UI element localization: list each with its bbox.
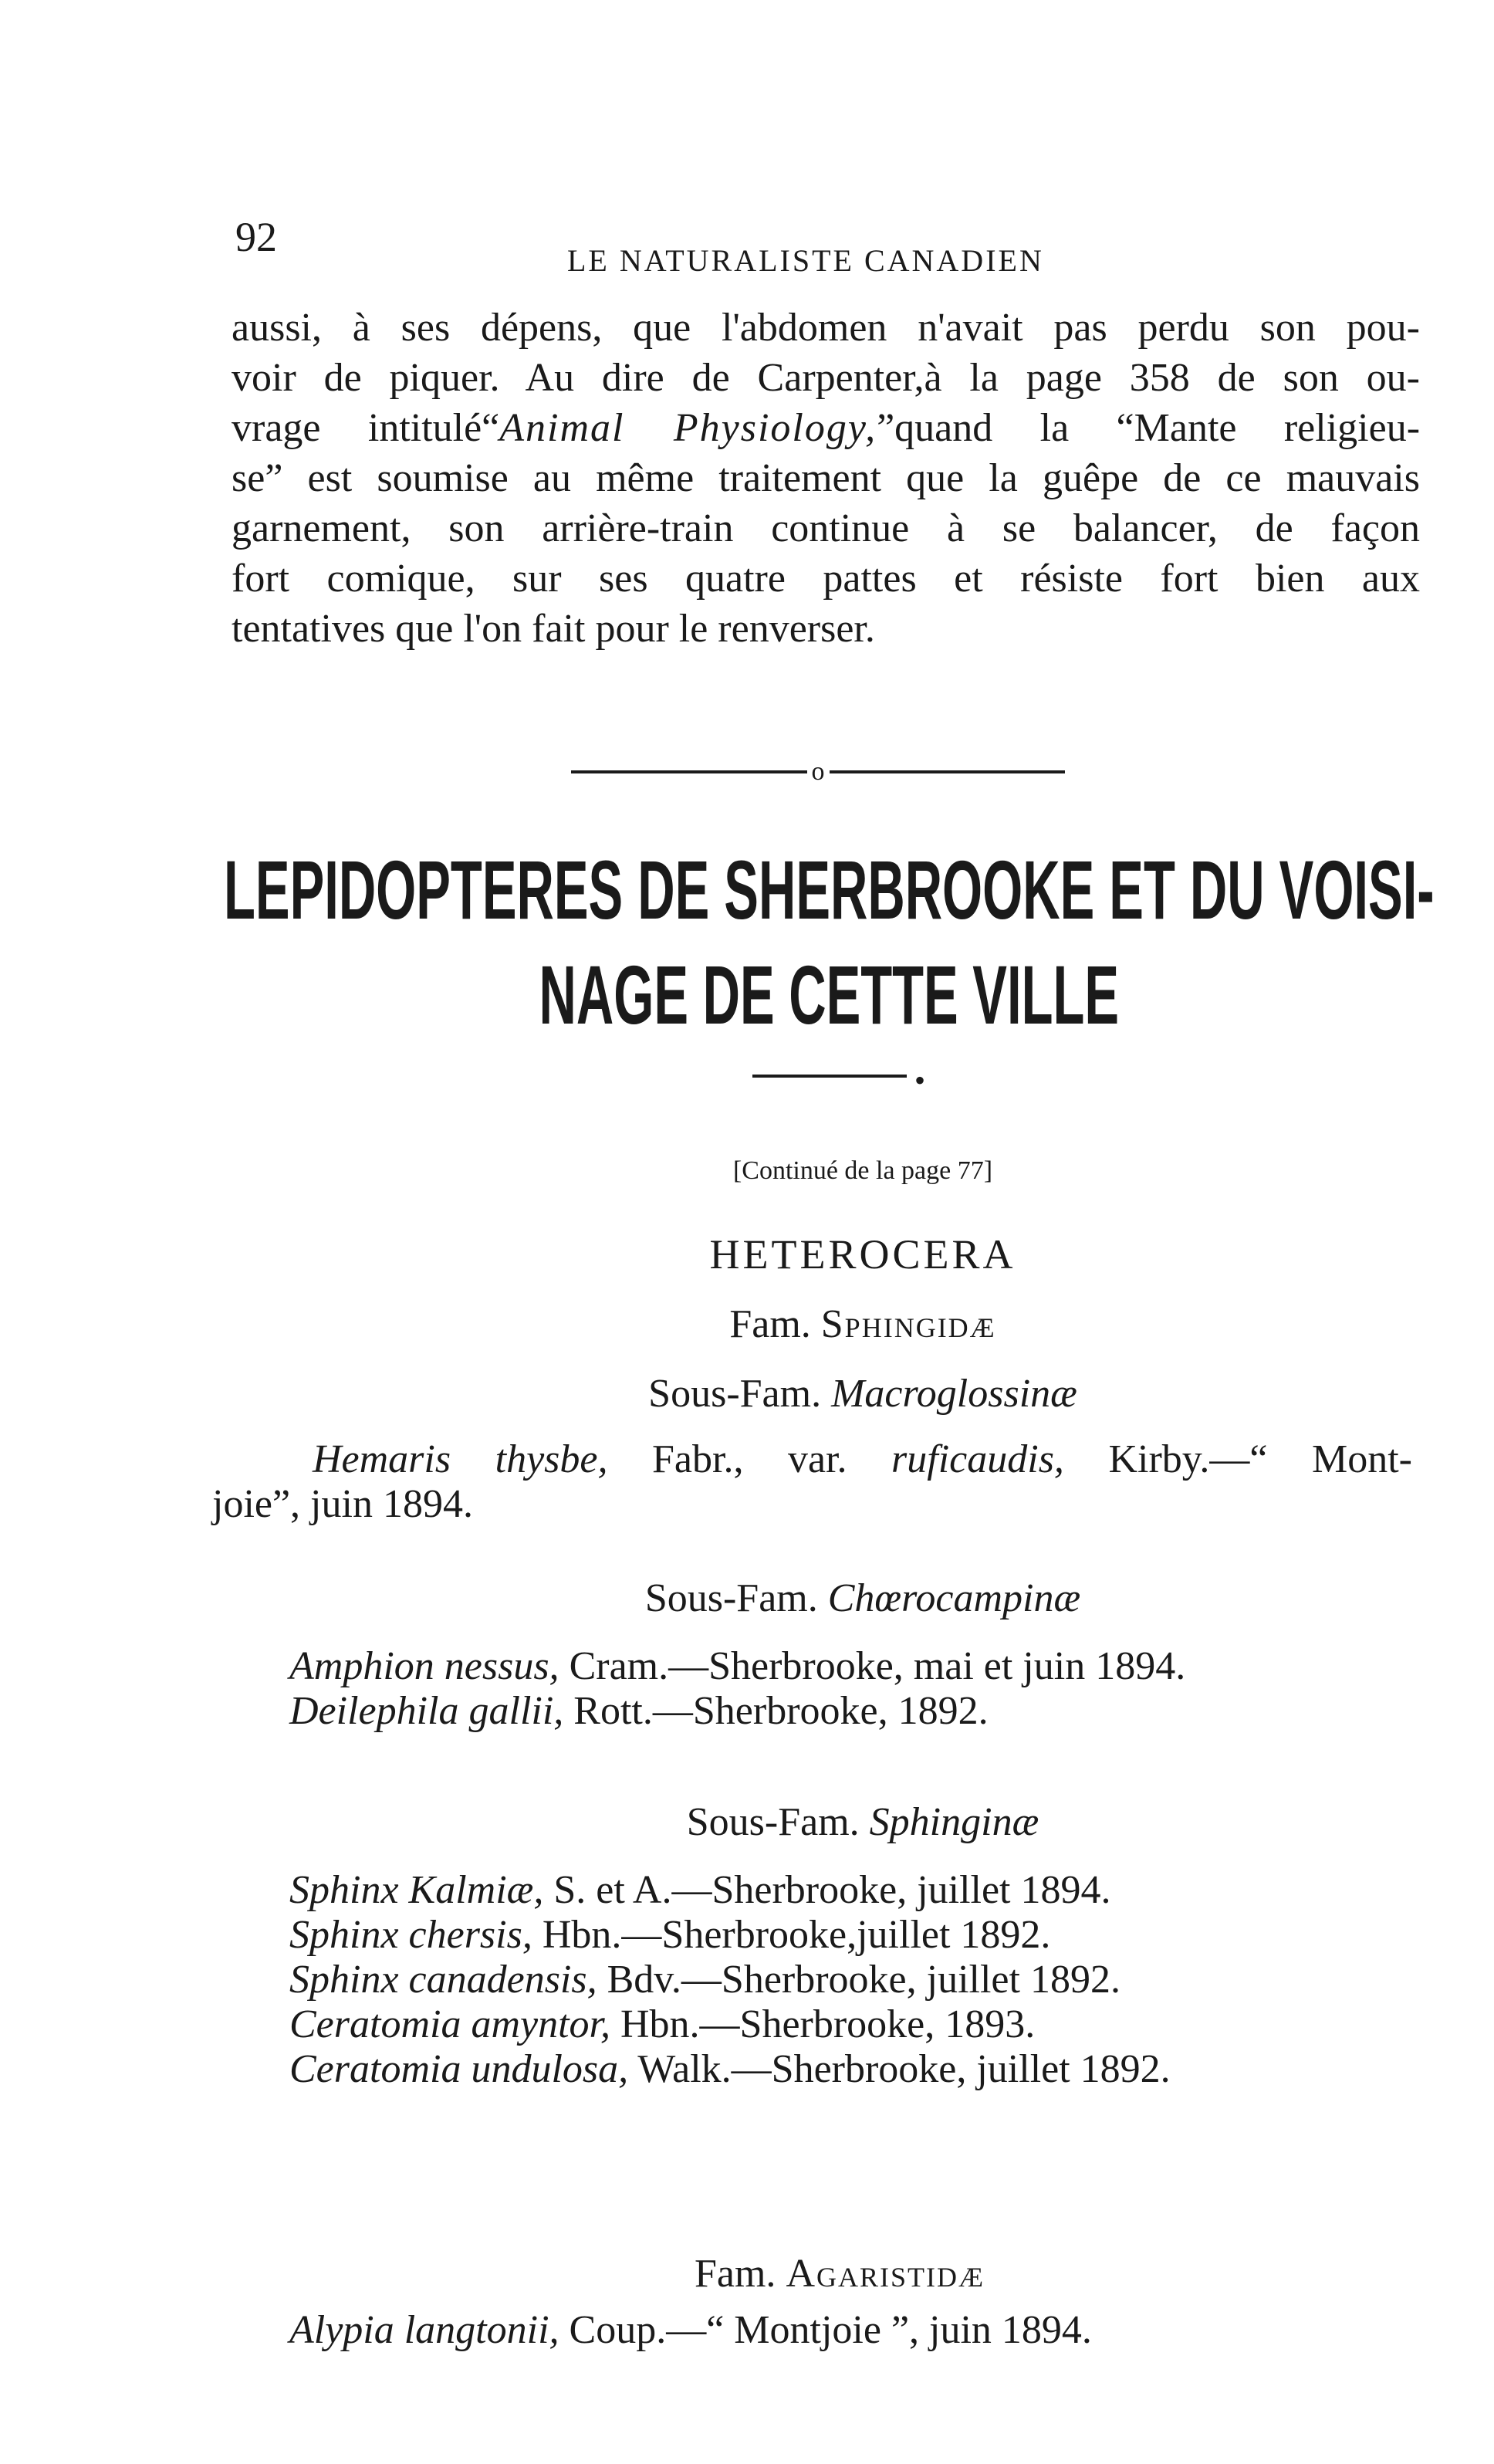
separator-rule-left: [571, 770, 807, 773]
species-entry: [289, 2002, 1171, 2047]
species-name: Alypia langtonii,: [289, 2308, 559, 2352]
species-record: Coup.—“ Montjoie ”, juin 1894.: [559, 2308, 1092, 2352]
family-prefix: Fam.: [694, 2252, 776, 2296]
section-separator: [571, 757, 1065, 786]
family-heading-agaristidae: [93, 2254, 1494, 2294]
species-author: Fabr., var.: [607, 1437, 892, 1481]
subfamily-prefix: Sous-Fam.: [644, 1576, 818, 1620]
species-entry: [289, 2308, 1092, 2353]
title-underline-dot: •: [914, 1063, 926, 1098]
species-entry: [289, 1913, 1171, 1958]
book-title-italic: Animal Physiology,: [499, 406, 877, 450]
subfamily-prefix: Sous-Fam.: [648, 1372, 822, 1416]
species-entry-hemaris: [212, 1437, 1412, 1527]
article-title: [224, 838, 1435, 1048]
subfamily-name: Chœrocampinæ: [827, 1576, 1081, 1620]
species-record: Bdv.—Sherbrooke, juillet 1892.: [597, 1958, 1120, 2002]
species-entry: [289, 1958, 1171, 2002]
species-record: Rott.—Sherbrooke, 1892.: [563, 1689, 989, 1733]
family-name: Agaristidæ: [786, 2252, 985, 2296]
species-entry: [289, 1868, 1171, 1913]
subfamily-name: Sphinginæ: [869, 1800, 1039, 1844]
paragraph-line-start: vrage intitulé“: [232, 406, 500, 450]
paragraph-line: voir de piquer. Au dire de Carpenter,à la page 358 de son ou-: [232, 356, 1420, 400]
species-entry-line: [212, 1437, 1412, 1482]
family-name: Sphingidæ: [820, 1302, 996, 1346]
separator-rule-right: [830, 770, 1066, 773]
article-title-line-1: LEPIDOPTERES DE SHERBROOKE ET DU VOISI-: [224, 843, 1435, 936]
species-name: Ceratomia amyntor,: [289, 2002, 610, 2046]
subfamily-prefix: Sous-Fam.: [686, 1800, 860, 1844]
species-entry: [289, 2047, 1171, 2092]
subfamily-heading-sphinginae: [116, 1802, 1494, 1843]
species-name: Sphinx chersis,: [289, 1913, 532, 1957]
species-entry: [289, 1644, 1185, 1689]
title-underline-rule: [752, 1075, 907, 1078]
separator-mark: o: [811, 757, 825, 786]
paragraph-line: fort comique, sur ses quatre pattes et résiste fort bien aux: [232, 557, 1420, 601]
paragraph-line: [232, 403, 1420, 453]
paragraph-line: garnement, son arrière-train continue à se balancer, de façon: [232, 506, 1420, 550]
subfamily-heading-macroglossinae: [116, 1374, 1494, 1414]
intro-paragraph: [232, 303, 1420, 654]
species-name: Sphinx Kalmiæ,: [289, 1868, 544, 1912]
species-record: Hbn.—Sherbrooke, 1893.: [610, 2002, 1036, 2046]
species-record: S. et A.—Sherbrooke, juillet 1894.: [543, 1868, 1111, 1912]
species-name: Ceratomia undulosa,: [289, 2047, 629, 2091]
paragraph-line-end: ”quand la “Mante religieu-: [877, 406, 1421, 450]
running-head: LE NATURALISTE CANADIEN: [567, 243, 1044, 278]
paragraph-line: tentatives que l'on fait pour le renverser.: [232, 607, 875, 651]
continued-note: [Continué de la page 77]: [732, 1156, 993, 1185]
page-number: 92: [235, 214, 277, 260]
sphinginae-species-list: [289, 1868, 1171, 2092]
species-name: Sphinx canadensis,: [289, 1958, 597, 2002]
species-record: Walk.—Sherbrooke, juillet 1892.: [628, 2047, 1171, 2091]
species-entry-line: joie”, juin 1894.: [212, 1482, 473, 1526]
species-variety: ruficaudis,: [891, 1437, 1064, 1481]
paragraph-line: aussi, à ses dépens, que l'abdomen n'avait pas perdu son pou-: [232, 306, 1420, 350]
choerocampinae-species-list: [289, 1644, 1185, 1734]
species-record: Cram.—Sherbrooke, mai et juin 1894.: [559, 1644, 1186, 1688]
species-record: Kirby.—“ Mont-: [1063, 1437, 1412, 1481]
subfamily-heading-choerocampinae: [116, 1576, 1494, 1620]
subfamily-name: Macroglossinæ: [831, 1372, 1077, 1416]
family-prefix: Fam.: [729, 1302, 811, 1346]
family-heading-sphingidae: [116, 1302, 1494, 1346]
species-name: Deilephila gallii,: [289, 1689, 564, 1733]
heterocera-heading: HETEROCERA: [709, 1231, 1016, 1278]
article-title-line-2: NAGE DE CETTE VILLE: [539, 948, 1120, 1041]
paragraph-line: se” est soumise au même traitement que la guêpe de ce mauvais: [232, 456, 1420, 500]
species-record: Hbn.—Sherbrooke,juillet 1892.: [532, 1913, 1051, 1957]
species-entry: [289, 1689, 1185, 1734]
species-name: Hemaris thysbe,: [313, 1437, 608, 1481]
agaristidae-species-list: [289, 2308, 1092, 2353]
species-name: Amphion nessus,: [289, 1644, 559, 1688]
